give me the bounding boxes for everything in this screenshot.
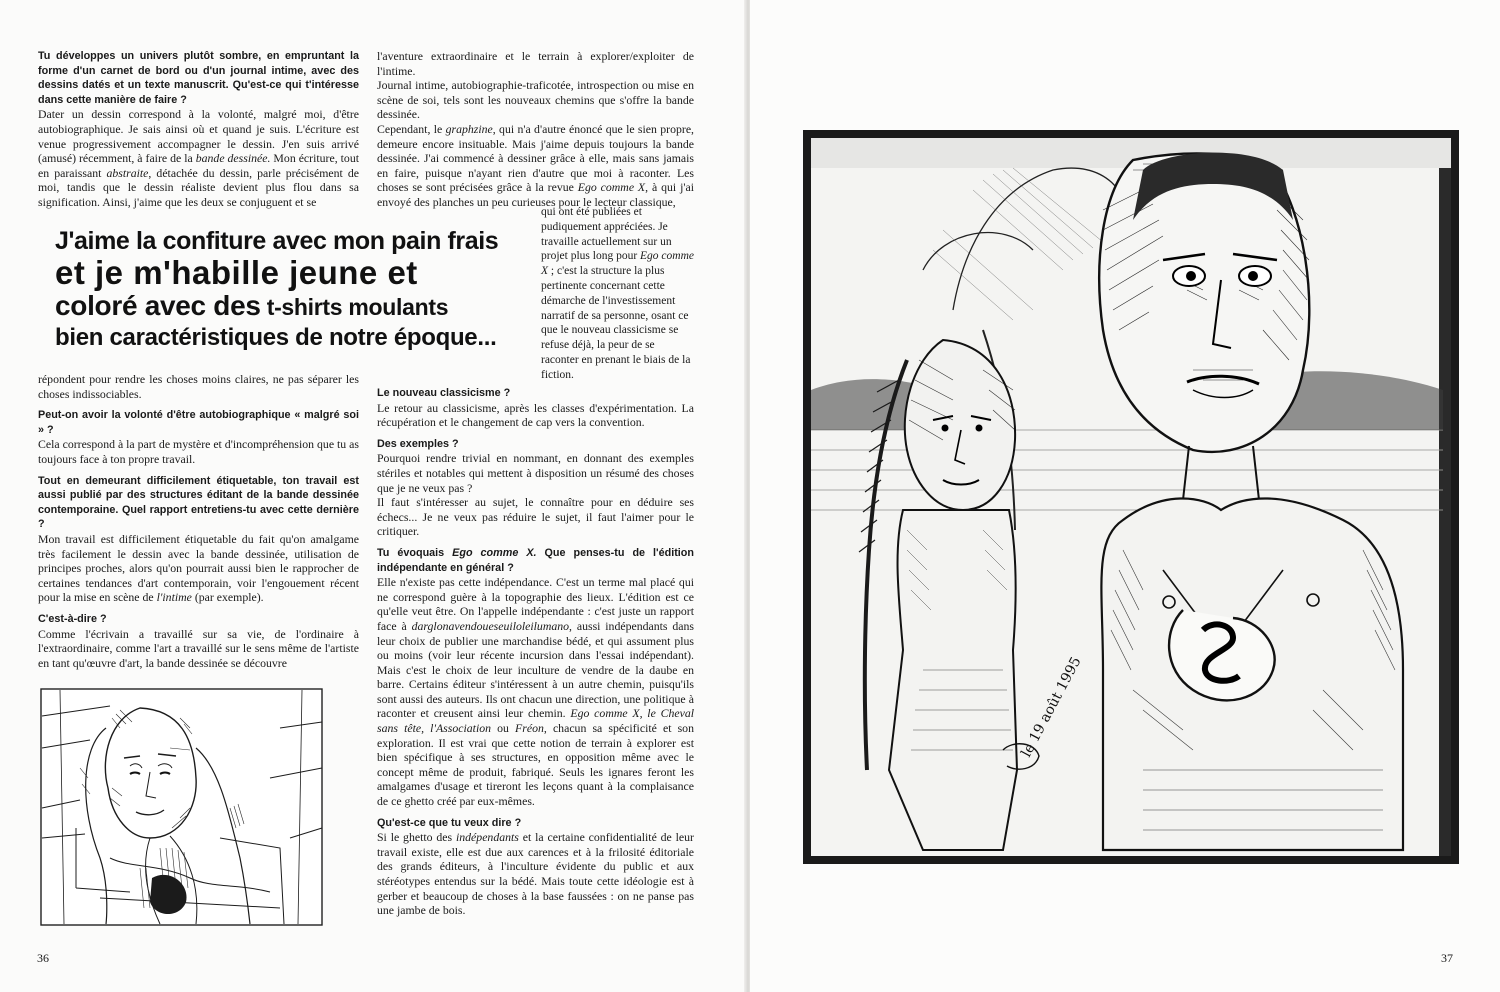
question: Tout en demeurant difficilement étiquetable, ton travail est aussi publié par des structures éditant de la bande dessinée contemporaine. Quel rapport entretiens-tu avec cette dernière ? <box>38 474 359 531</box>
answer: Comme l'écrivain a travaillé sur sa vie, de l'ordinaire à l'extraordinaire, comme l'art a travaillé sur le sens même de l'artiste en tant qu'œuvre d'art, la bande dessinée se découvre <box>38 626 359 670</box>
question: Tu évoquais Ego comme X. Que penses-tu de l'édition indépendante en général ? <box>377 546 694 574</box>
ink-drawing-two-figures <box>803 130 1459 864</box>
interview-column-2-bottom <box>377 386 694 918</box>
answer: répondent pour rendre les choses moins claires, ne pas séparer les choses indissociables. <box>38 372 359 401</box>
answer: Mon travail est difficilement étiquetable du fait qu'on amalgame très facilement le dessin avec la bande dessinée, utilisation de principes proches, alors qu'on pourrait aussi bien le rapprocher de certaines tendances d'art contemporain, voir l'engouement récent pour la mise en scène de l'intime (par exemple). <box>38 531 359 605</box>
svg-text:le 19 août 1995: le 19 août 1995 <box>1018 654 1085 760</box>
interview-column-1-top <box>38 49 359 210</box>
left-page <box>0 0 746 992</box>
answer: Si le ghetto des indépendants et la certaine confidentialité de leur travail existe, elle est due aux carences et à la frilosité éditoriale des grands éditeurs, à l'inculture évidente du public et aux stéréotypes entendus sur la bédé. Mais toute cette idéologie est à gerber et beaucoup de choses à la base faussées : on ne panse pas une jambe de bois. <box>377 830 694 918</box>
answer: Pourquoi rendre trivial en nommant, en donnant des exemples stériles et notables qui mettent à disposition un résumé des choses que je ne veux pas ? <box>377 451 694 495</box>
answer: Elle n'existe pas cette indépendance. C'est un terme mal placé qui ne correspond guère à la topographie des lieux. L'édition est ce qu'elle veut être. On l'appelle indépendante : c'est juste un rapport face à darglonavendoueseuiloleilumano, aussi indépendants dans leur choix de publier une marchandise bédé, et qui assument plus ou moins (voir leur récente incursion dans l'essai indépendant). Mais c'est le choix de leur inculture de vendre de la daube en barre. Certains éditeur s'intéressent à un autre chemin, puisqu'ils sont aussi des auteurs. Ils ont chacun une direction, une politique à raconter et creusent ainsi leur chemin. Ego comme X, le Cheval sans tête, l'Association ou Fréon, chacun sa spécificité et son exploration. Il est vrai que cette notion de terrain à explorer est bien spécifique à ses structures, en opposition même avec le concept même de produit, fabriqué. Seuls les ignares feront les amalgames d'usage et tireront les leçons quant à la complaisance de ce ghetto créé par eux-mêmes. <box>377 575 694 809</box>
paragraph: qui ont été publiées et pudiquement appréciées. Je travaille actuellement sur un projet plus long pour Ego comme X ; c'est la structure la plus pertinente concernant cette démarche de l'investissement narratif de sa personne, osant ce que le nouveau classicisme se refuse déjà, la peur de se raconter en prenant le biais de la fiction. <box>541 206 694 381</box>
answer: l'aventure extraordinaire et le terrain à explorer/exploiter de l'intime. <box>377 49 694 78</box>
question: C'est-à-dire ? <box>38 612 107 625</box>
question: Le nouveau classicisme ? <box>377 387 511 399</box>
pull-quote-line: coloré avec des t-shirts moulants <box>55 290 449 321</box>
interview-column-2-top <box>377 49 694 210</box>
question: Tu développes un univers plutôt sombre, en empruntant la forme d'un carnet de bord ou d'un journal intime, avec des dessins datés et un texte manuscrit. Qu'est-ce qui t'intéresse dans cette manière de faire ? <box>38 50 359 106</box>
answer: Cela correspond à la part de mystère et d'incompréhension que tu as toujours face à ton propre travail. <box>38 437 359 466</box>
question: Des exemples ? <box>377 437 459 450</box>
paragraph: Cependant, le graphzine, qui n'a d'autre énoncé que le sien propre, demeure encore insituable. Mais j'aime depuis toujours la bande dessinée. J'ai commencé à dessiner grâce à elle, mais sans jamais en faire, puisque n'ayant rien d'autre que moi à raconter. Les choses se sont précisées grâce à la revue Ego comme X, à qui j'ai envoyé des planches un peu curieuses pour le lecteur classique, <box>377 121 694 209</box>
pull-quote <box>55 226 525 353</box>
interview-column-1-bottom <box>38 372 359 670</box>
question: Qu'est-ce que tu veux dire ? <box>377 816 522 829</box>
question: Peut-on avoir la volonté d'être autobiographique « malgré soi » ? <box>38 409 359 436</box>
pull-quote-line: J'aime la confiture avec mon pain frais <box>55 227 499 255</box>
right-page <box>750 0 1500 992</box>
page-number: 37 <box>1441 951 1453 965</box>
answer: Dater un dessin correspond à la volonté, malgré moi, d'être autobiographique. Je sais ainsi où et quand je suis. L'écriture est venue progressivement accompagner le dessin. J'en suis arrivé (amusé) récemment, à faire de la bande dessinée. Mon écriture, tout en paraissant abstraite, détachée du dessin, parle précisément de moi, tandis que le dessin réaliste devient plus flou dans sa signification. Ainsi, j'aime que les deux se conjuguent et se <box>38 107 359 209</box>
page-number: 36 <box>37 951 49 965</box>
ink-drawing-seated-figure <box>40 688 323 926</box>
pull-quote-line: et je m'habille jeune et <box>55 254 418 291</box>
pull-quote-line: bien caractéristiques de notre époque... <box>55 324 497 351</box>
answer: Le retour au classicisme, après les classes d'expérimentation. La récupération et le changement de cap vers la convention. <box>377 400 694 430</box>
answer: Il faut s'intéresser au sujet, le connaître pour en déduire ses échecs... Je ne veux pas réduire le sujet, il faut l'aimer pour le critiquer. <box>377 495 694 539</box>
paragraph: Journal intime, autobiographie-traficotée, introspection ou mise en scène de soi, tels sont les nouveaux chemins que s'offre la bande dessinée. <box>377 78 694 122</box>
interview-column-2-narrow <box>541 205 694 383</box>
